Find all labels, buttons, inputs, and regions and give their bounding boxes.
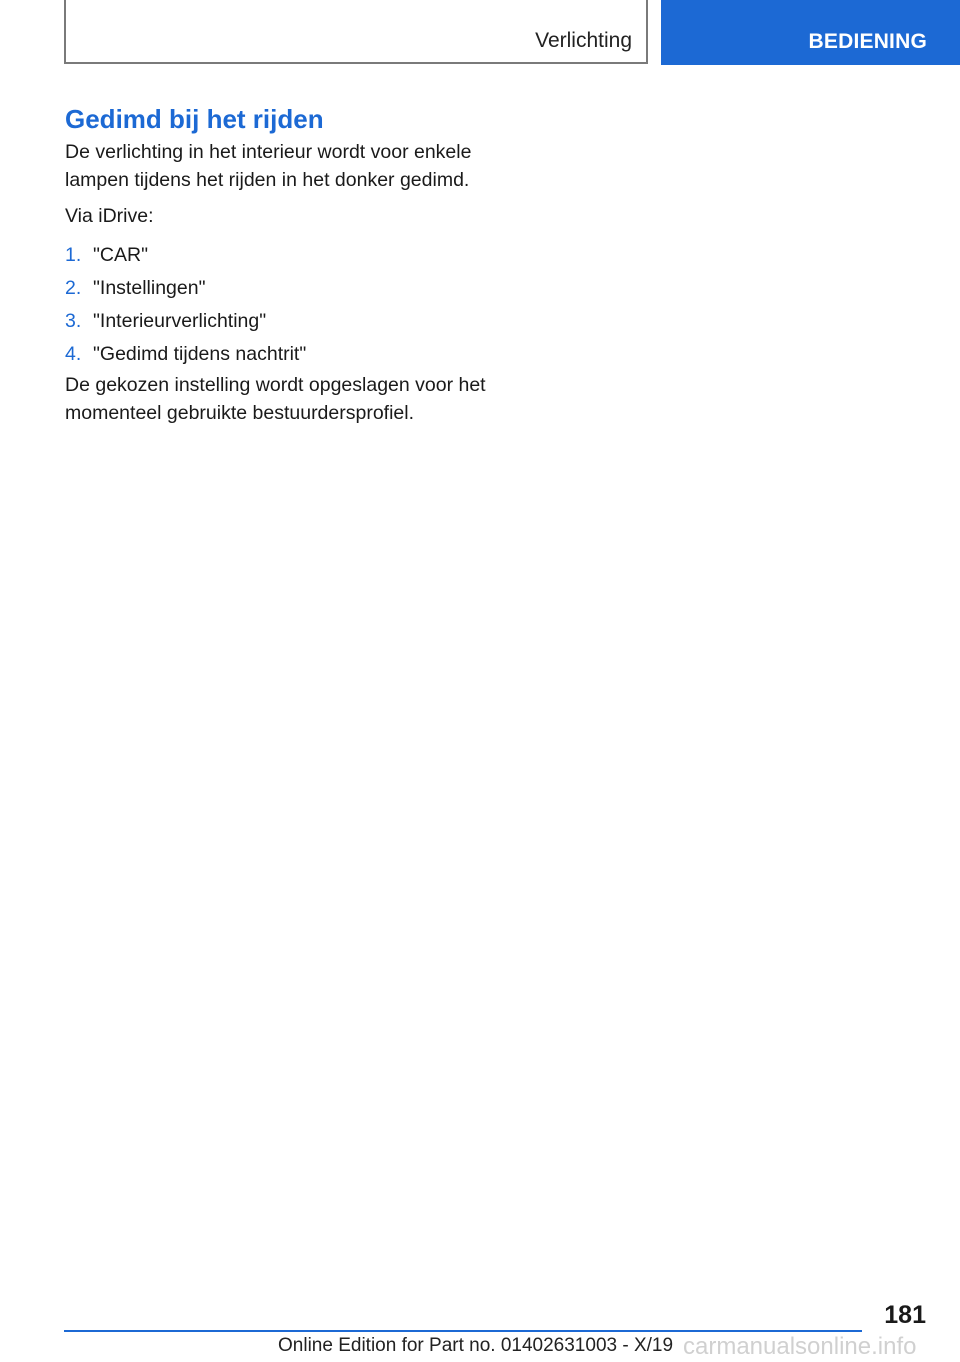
step-number: 4. xyxy=(65,343,82,365)
step-number: 2. xyxy=(65,277,82,299)
via-idrive-label: Via iDrive: xyxy=(65,205,154,227)
step-text: "Gedimd tijdens nachtrit" xyxy=(93,343,307,365)
page-heading: Gedimd bij het rijden xyxy=(65,104,324,134)
watermark: carmanualsonline.info xyxy=(683,1333,917,1360)
main-content xyxy=(65,102,495,427)
footer-divider xyxy=(64,1330,862,1332)
page-number: 181 xyxy=(884,1301,926,1329)
edition-footer: Online Edition for Part no. 01402631003 - X/19 xyxy=(278,1335,674,1356)
step-number: 1. xyxy=(65,244,82,266)
list-item xyxy=(65,272,495,305)
step-number: 3. xyxy=(65,310,82,332)
step-list xyxy=(65,239,495,371)
header-section-box xyxy=(64,0,648,64)
intro-paragraph: De verlichting in het interieur wordt voor enkele lampen tijdens het rijden in het donker gedimd. xyxy=(65,141,472,191)
section-title: Verlichting xyxy=(535,29,632,52)
chapter-tab xyxy=(661,0,960,65)
step-text: "Instellingen" xyxy=(93,277,206,299)
step-text: "CAR" xyxy=(93,244,149,266)
list-item xyxy=(65,239,495,272)
profile-note-paragraph: De gekozen instelling wordt opgeslagen voor het momenteel gebruikte bestuurdersprofiel. xyxy=(65,374,486,424)
list-item xyxy=(65,338,495,371)
chapter-title: BEDIENING xyxy=(808,30,927,53)
list-item xyxy=(65,305,495,338)
step-text: "Interieurverlichting" xyxy=(93,310,267,332)
